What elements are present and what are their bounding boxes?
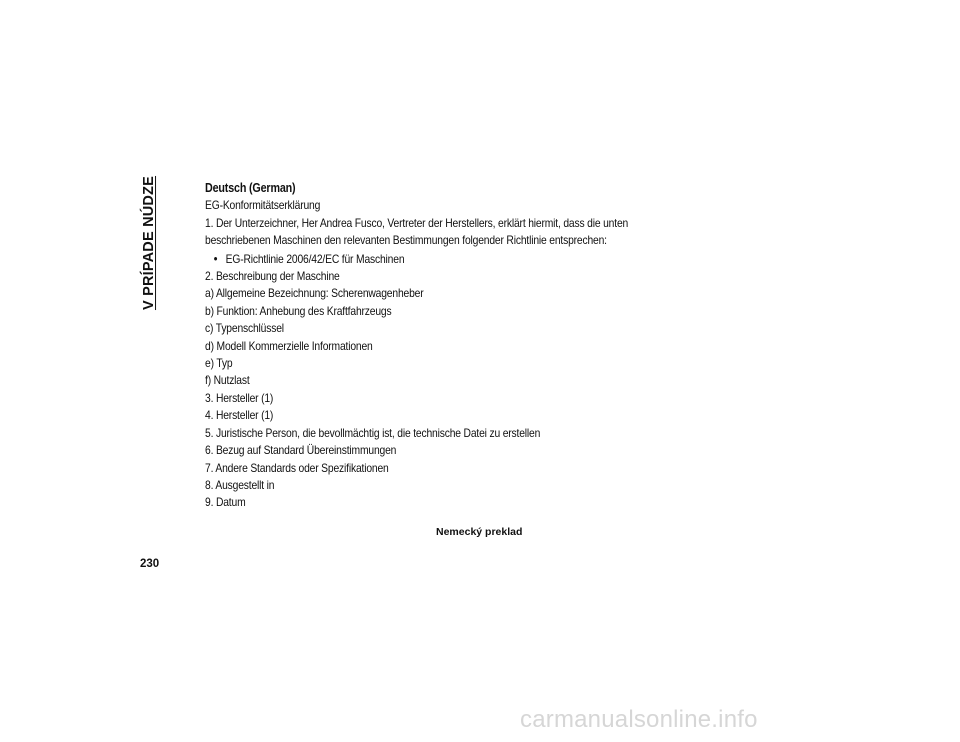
list-item: e) Typ	[205, 356, 233, 371]
section-side-title-text: V PRÍPADE NÚDZE	[141, 175, 157, 311]
list-item: 9. Datum	[205, 495, 246, 510]
declaration-text	[205, 180, 705, 512]
text-line: beschriebenen Maschinen den relevanten Bestimmungen folgender Richtlinie entsprechen:	[205, 233, 607, 248]
list-item: a) Allgemeine Bezeichnung: Scherenwagenheber	[205, 286, 424, 301]
list-item: d) Modell Kommerzielle Informationen	[205, 338, 373, 353]
list-item: 7. Andere Standards oder Spezifikationen	[205, 460, 389, 475]
list-item: b) Funktion: Anhebung des Kraftfahrzeugs	[205, 303, 392, 318]
list-item: 6. Bezug auf Standard Übereinstimmungen	[205, 443, 397, 458]
page-number: 230	[140, 558, 160, 570]
list-item: 3. Hersteller (1)	[205, 390, 274, 405]
watermark: carmanualsonline.info	[520, 706, 758, 733]
list-item: 5. Juristische Person, die bevollmächtig ist, die technische Datei zu erstellen	[205, 425, 541, 440]
bullet-dot-icon: •	[213, 250, 218, 266]
list-item: f) Nutzlast	[205, 373, 250, 388]
section-side-title	[137, 172, 161, 314]
list-item: 2. Beschreibung der Maschine	[205, 269, 340, 284]
list-item: c) Typenschlüssel	[205, 321, 284, 336]
figure-caption: Nemecký preklad	[436, 526, 523, 538]
bullet-text: EG-Richtlinie 2006/42/EC für Maschinen	[225, 251, 405, 266]
text-line: EG-Konformitätserklärung	[205, 198, 321, 213]
text-line: 1. Der Unterzeichner, Her Andrea Fusco, Vertreter der Herstellers, erklärt hiermit, dass die unten	[205, 215, 629, 230]
bullet-item	[205, 250, 635, 268]
list-item: 8. Ausgestellt in	[205, 477, 275, 492]
language-heading: Deutsch (German)	[205, 181, 296, 195]
list-item: 4. Hersteller (1)	[205, 408, 274, 423]
